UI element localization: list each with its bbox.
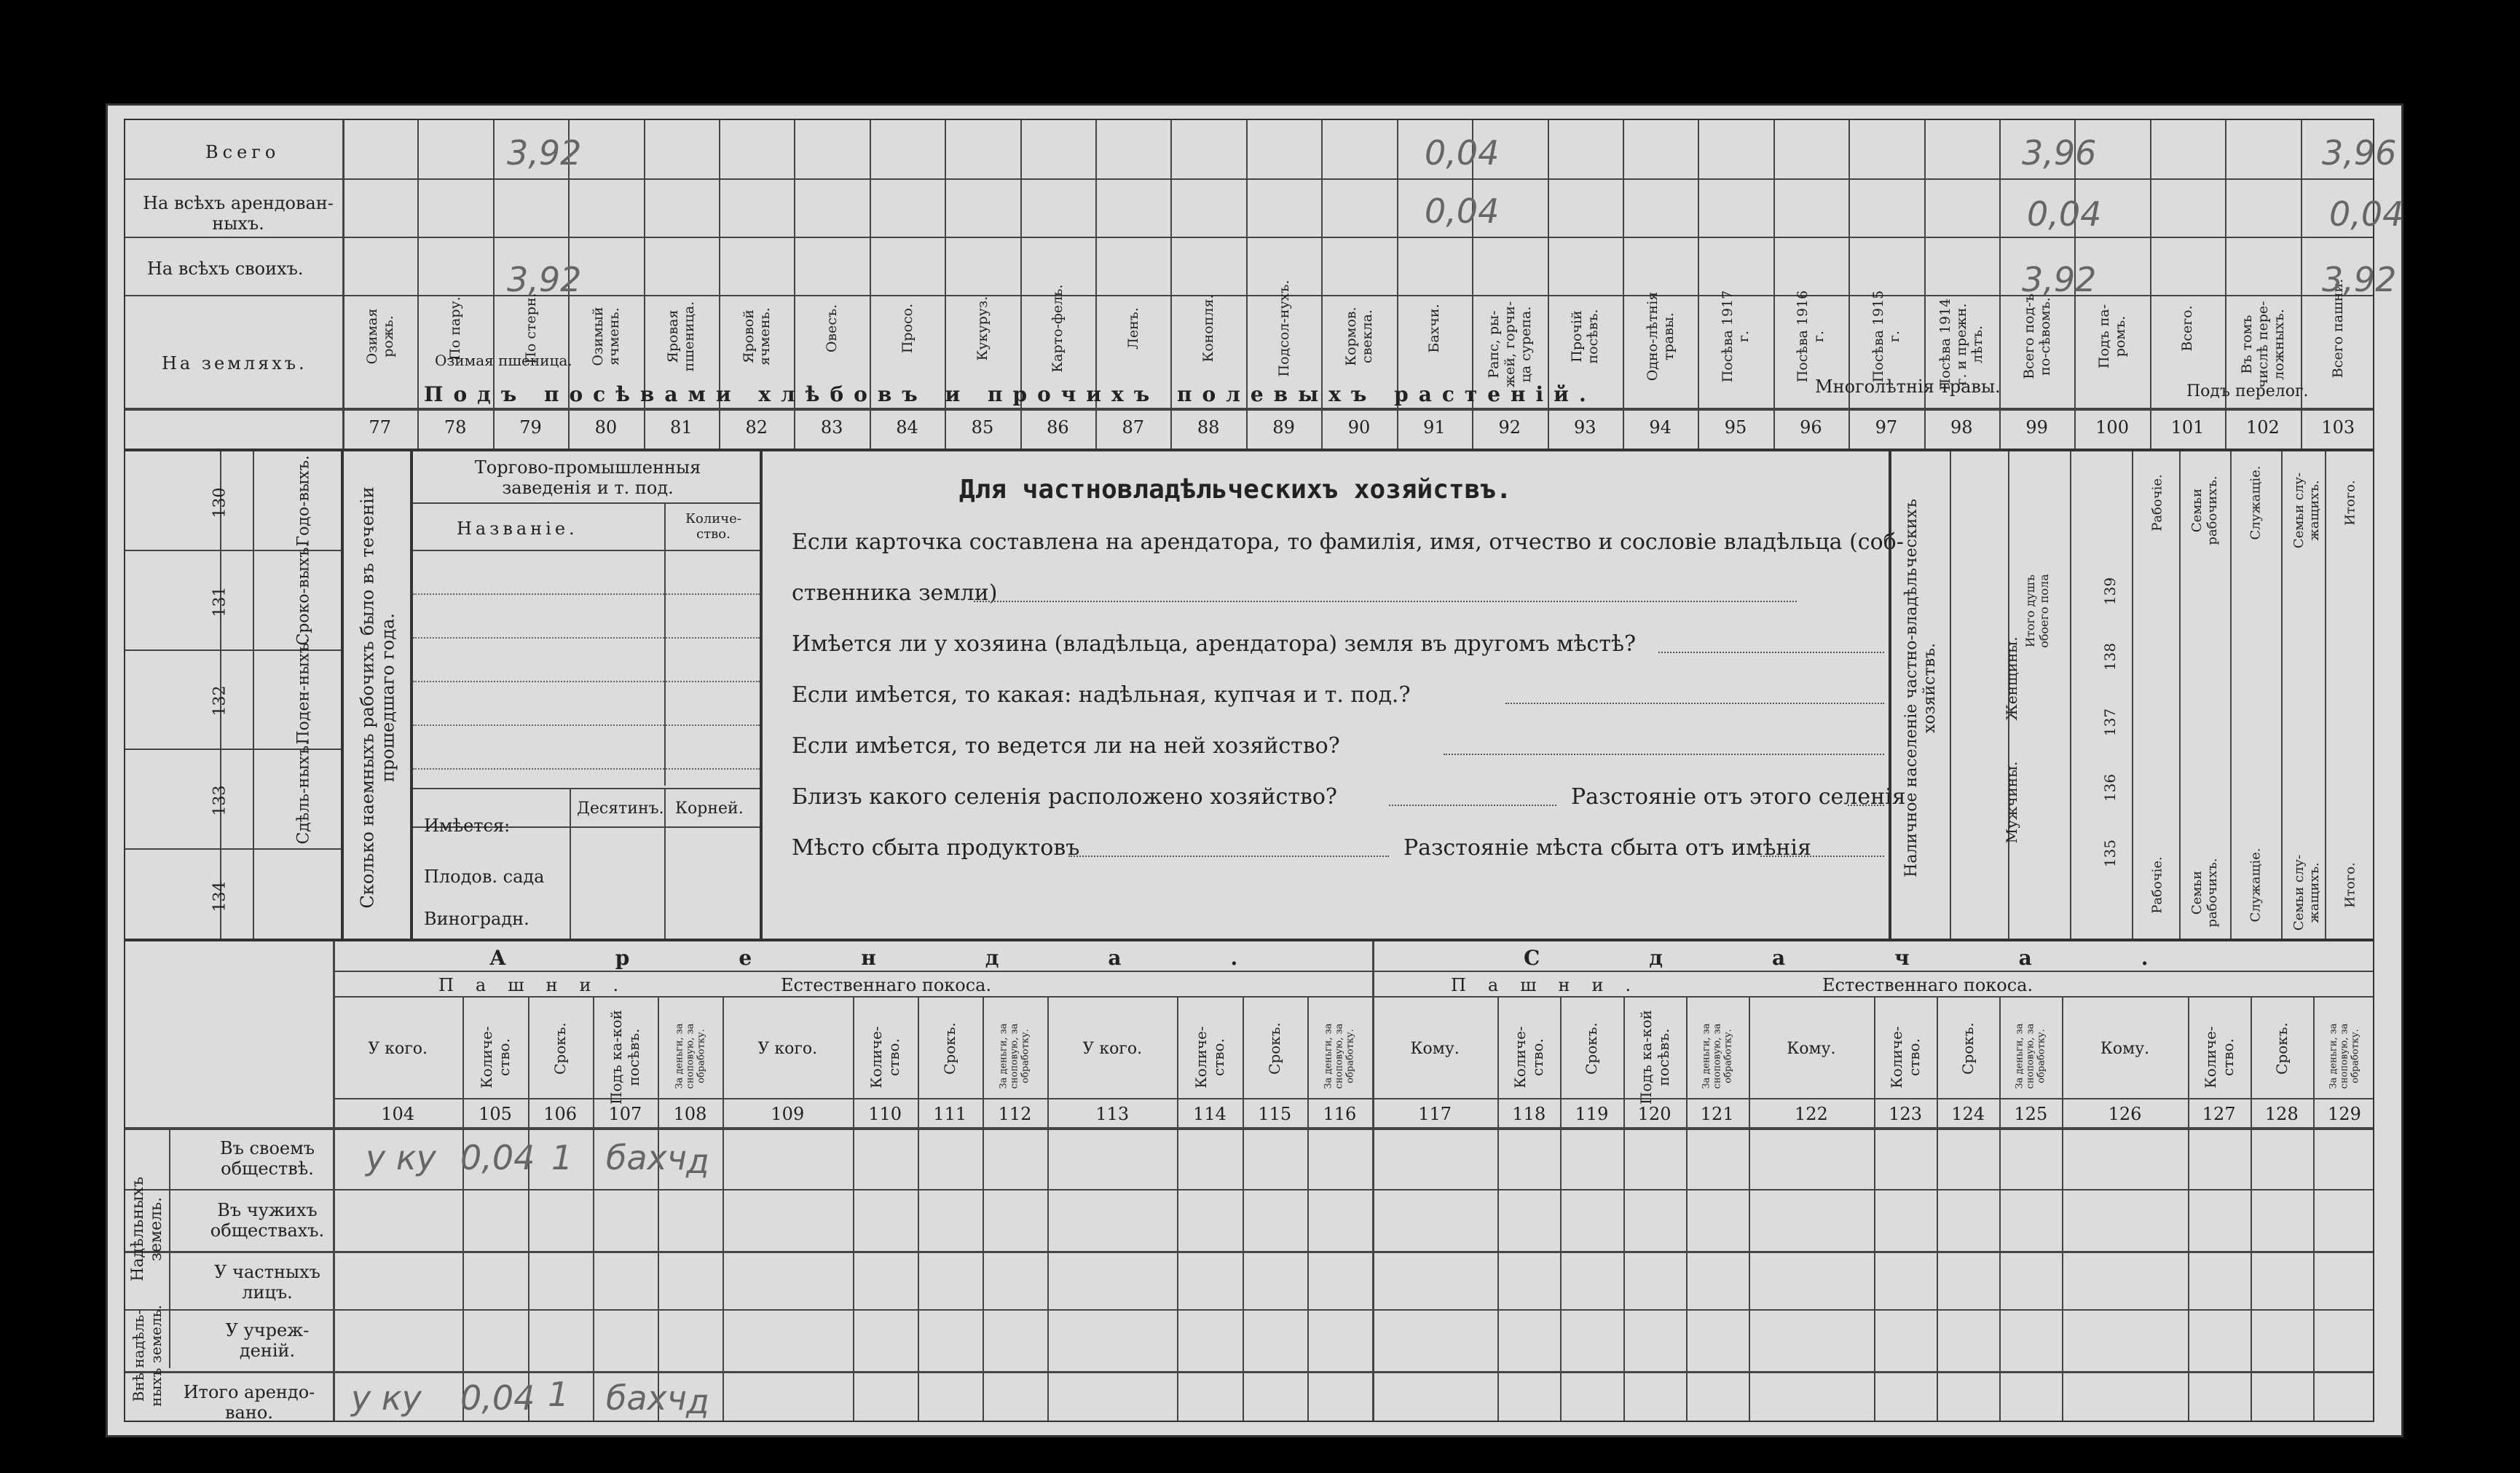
lease-col-number: 121 (1700, 1104, 1734, 1124)
q1a: Если карточка составлена на арендатора, то фамилiя, имя, отчество и сословiе владѣльца (соб- (792, 529, 1904, 555)
hw-vsego-79: 3,92 (507, 133, 582, 173)
row-label-vsego: Всего (205, 142, 280, 162)
hired-col-label: Сроко-выхъ. (294, 542, 313, 645)
lease-col-header: Срокъ. (1266, 1022, 1284, 1075)
top-col-number: 101 (2170, 417, 2205, 438)
form-title: Для частновладѣльческихъ хозяйствъ. (959, 475, 1512, 505)
top-col-number: 95 (1724, 417, 1747, 438)
population-col-label: Итого. (2342, 480, 2358, 526)
top-col-number: 96 (1800, 417, 1822, 438)
arenda-pashni: Пашни. (438, 975, 641, 995)
hw-tot-pay: д (686, 1382, 709, 1421)
population-col-number: 137 (2101, 708, 2119, 737)
top-col-number: 99 (2025, 417, 2048, 438)
lease-col-header: Количе-ство. (477, 1026, 513, 1089)
hired-workers-block (124, 450, 342, 940)
top-col-header: Въ томъ числѣ пере-ложныхъ. (2238, 301, 2287, 388)
top-col-number: 86 (1047, 417, 1069, 438)
lease-col-header: Срокъ. (941, 1022, 959, 1075)
top-col-header: Одно-лѣтнiя травы. (1644, 291, 1677, 382)
hw-vsego-103: 3,96 (2322, 133, 2397, 173)
lease-col-header: За деньги, за сноповую, за обработку. (1701, 1023, 1734, 1089)
q5a: Близъ какого селенiя расположено хозяйство? (792, 784, 1337, 810)
lease-col-header: У кого. (1082, 1040, 1143, 1058)
top-col-number: 93 (1573, 417, 1596, 438)
population-col-number: 138 (2101, 642, 2119, 671)
row-label-arend: На всѣхъ арендован-ныхъ. (143, 193, 334, 234)
hw-tot-qty: 0,04 (460, 1378, 535, 1418)
q6a: Мѣсто сбыта продуктовъ (792, 835, 1080, 861)
lease-col-number: 105 (479, 1104, 512, 1124)
top-col-header: Яровая пшеница. (665, 301, 698, 372)
population-col-number: 136 (2101, 773, 2119, 802)
population-col-label: Итого. (2342, 862, 2358, 908)
hw-vsego-99: 3,96 (2022, 133, 2097, 173)
q3: Если имѣется, то какая: надѣльная, купчая и т. под.? (792, 682, 1411, 708)
lease-col-number: 122 (1794, 1104, 1828, 1124)
top-col-number: 87 (1122, 417, 1145, 438)
top-col-header: Карто-фель. (1050, 284, 1066, 373)
top-col-number: 77 (369, 417, 391, 438)
lease-col-number: 120 (1637, 1104, 1672, 1124)
trade-name-header: Названiе. (457, 518, 578, 539)
top-col-header: Озимая рожь. (363, 308, 396, 365)
lease-col-header: За деньги, за сноповую, за обработку. (2014, 1023, 2047, 1089)
hw-r1-srok: 1 (551, 1138, 573, 1177)
q1b: ственника земли) (792, 580, 998, 606)
lease-col-number: 106 (543, 1104, 578, 1124)
top-col-header: Всего под-ъ по-сѣвомъ. (2020, 293, 2053, 379)
lease-col-header: Срокъ. (1959, 1022, 1977, 1075)
top-col-header: По стерн. (522, 293, 539, 364)
row-institutions: У учреж-денiй. (225, 1320, 310, 1361)
lease-col-number: 126 (2108, 1104, 2142, 1124)
lease-col-number: 123 (1889, 1104, 1922, 1124)
top-col-number: 91 (1423, 417, 1446, 438)
lease-col-number: 104 (381, 1104, 415, 1124)
top-col-number: 78 (444, 417, 467, 438)
group-perelog: Подъ перелог. (2186, 382, 2309, 400)
arenda-header: Аренда. (489, 946, 1347, 970)
population-col-label: Рабочiе. (2149, 856, 2165, 914)
group-ozimaya: Озимая пшеница. (435, 352, 572, 369)
lease-col-header: Подъ ка-кой посѣвъ. (607, 1010, 643, 1105)
row-other: Въ чужихъ обществахъ. (210, 1200, 325, 1241)
top-col-header: Всего. (2179, 305, 2196, 352)
garden-label: Плодов. сада (424, 866, 545, 887)
hw-arend-91: 0,04 (1425, 191, 1500, 231)
top-col-header: Кукуруз. (974, 296, 991, 361)
top-col-header: Бахчи. (1426, 304, 1443, 353)
itogo-dushi: Итого душъ обоего пола (2023, 574, 2051, 648)
population-col-label: Семьи рабочихъ. (2189, 475, 2220, 545)
hw-r1-who: у ку (366, 1138, 436, 1177)
lease-col-number: 112 (998, 1104, 1032, 1124)
top-col-number: 89 (1272, 417, 1295, 438)
hw-svoi-103: 3,92 (2322, 260, 2397, 299)
vertical-hired-title (342, 450, 412, 940)
lease-col-number: 128 (2264, 1104, 2299, 1124)
hw-r1-posev: бахч (606, 1138, 687, 1177)
lease-col-header: Кому. (2100, 1040, 2150, 1058)
hired-vertical-title: Сколько наемныхъ рабочихъ было въ теченiи прошедшаго года. (357, 486, 398, 909)
top-col-header: Яровой ячмень. (740, 307, 773, 366)
population-col-number: 139 (2101, 577, 2119, 606)
top-col-header: Посѣва 1917 г. (1720, 290, 1752, 383)
lease-col-header: У кого. (368, 1040, 428, 1058)
lease-col-number: 119 (1575, 1104, 1609, 1124)
lease-col-header: Кому. (1410, 1040, 1460, 1058)
hired-col-number: 134 (210, 881, 229, 912)
trade-title: Торгово-промышленныя заведенiя и т. под. (474, 457, 701, 498)
top-col-number: 85 (971, 417, 994, 438)
lease-col-number: 125 (2014, 1104, 2048, 1124)
hw-arend-99: 0,04 (2027, 194, 2102, 234)
hw-tot-posev: бахч (606, 1378, 687, 1418)
lease-col-header: Кому. (1787, 1040, 1836, 1058)
sdacha-pokos: Естественнаго покоса. (1822, 975, 2033, 995)
lease-col-number: 113 (1095, 1104, 1130, 1124)
private-farm-form (761, 450, 1906, 940)
lease-col-header: Подъ ка-кой посѣвъ. (1637, 1010, 1672, 1105)
top-col-number: 81 (670, 417, 693, 438)
population-col-label: Семьи слу-жащихъ. (2291, 472, 2322, 549)
hw-r1-pay: д (686, 1142, 709, 1181)
top-col-header: Просо. (899, 303, 916, 354)
top-col-number: 94 (1649, 417, 1672, 438)
row-label-zemlyah: На земляхъ. (162, 353, 307, 374)
lease-col-number: 116 (1323, 1104, 1357, 1124)
hw-svoi-99: 3,92 (2022, 260, 2097, 299)
lease-col-header: За деньги, за сноповую, за обработку. (998, 1023, 1031, 1089)
top-col-header: Прочiй посѣвъ. (1569, 309, 1602, 364)
lease-col-header: У кого. (757, 1040, 818, 1058)
lease-col-number: 110 (868, 1104, 902, 1124)
lease-col-header: За деньги, за сноповую, за обработку. (1323, 1023, 1356, 1089)
lease-col-header: Количе-ство. (1888, 1026, 1924, 1089)
group-mnogoletnie: Многолѣтнiя травы. (1815, 376, 2001, 397)
top-col-number: 92 (1498, 417, 1521, 438)
lease-col-number: 111 (933, 1104, 967, 1124)
top-col-header: Озимый ячмень. (589, 307, 622, 366)
q4: Если имѣется, то ведется ли на ней хозяйство? (792, 733, 1340, 759)
lease-col-header: Срокъ. (1583, 1022, 1601, 1075)
q6b: Разстоянiе мѣста сбыта отъ имѣнiя (1403, 835, 1811, 861)
top-col-header: По пару. (447, 296, 464, 360)
population-col-label: Семьи слу-жащихъ. (2291, 854, 2322, 931)
hired-col-number: 130 (210, 487, 229, 518)
q2: Имѣется ли у хозяина (владѣльца, арендатора) земля въ другомъ мѣстѣ? (792, 631, 1637, 657)
hired-col-label: Поден-ныхъ. (294, 637, 313, 745)
lease-col-header: За деньги, за сноповую, за обработку. (2328, 1023, 2361, 1089)
trade-qty-header: Количе-ство. (685, 511, 741, 542)
top-col-number: 98 (1950, 417, 1973, 438)
lease-col-number: 117 (1418, 1104, 1452, 1124)
hired-col-label: Сдѣль-ныхъ. (294, 740, 313, 844)
top-col-number: 97 (1875, 417, 1898, 438)
men-label: Мужчины. (2003, 761, 2020, 844)
lease-col-number: 115 (1258, 1104, 1292, 1124)
census-card (106, 103, 2403, 1437)
population-vertical-title: Наличное населенiе частно-владѣльческихъ хозяйствъ. (1902, 499, 1939, 877)
row-label-svoi: На всѣхъ своихъ. (147, 258, 304, 279)
top-col-header: Посѣва 1916 г. (1795, 290, 1827, 383)
sdacha-header: Сдача. (1524, 946, 2258, 970)
lease-col-number: 124 (1951, 1104, 1985, 1124)
korney-header: Корней. (675, 799, 744, 818)
top-col-header: Ленъ. (1125, 307, 1141, 350)
population-block (1890, 450, 2374, 940)
top-col-number: 83 (820, 417, 843, 438)
arenda-pokos: Естественнаго покоса. (781, 975, 992, 995)
top-col-header: Подсол-нухъ. (1275, 280, 1292, 377)
group-nadel: Надѣльныхъ земель. (129, 1177, 165, 1282)
hired-col-number: 131 (210, 586, 229, 617)
lease-col-number: 107 (608, 1104, 642, 1124)
lease-col-number: 127 (2202, 1104, 2236, 1124)
top-col-number: 80 (594, 417, 618, 438)
top-col-number: 90 (1347, 417, 1371, 438)
lease-col-header: Срокъ. (2272, 1022, 2291, 1075)
top-col-number: 82 (745, 417, 768, 438)
lease-col-header: За деньги, за сноповую, за обработку. (674, 1023, 707, 1089)
top-col-header: Посѣва 1914 г. и прежн. лѣтъ. (1937, 298, 1986, 391)
lease-col-header: Срокъ. (551, 1022, 570, 1075)
hw-tot-who: у ку (351, 1378, 422, 1418)
hired-col-label: Годо-выхъ. (294, 454, 313, 546)
hired-col-number: 132 (210, 685, 229, 716)
has-label: Имѣется: (424, 816, 511, 836)
lease-col-header: Количе-ство. (2201, 1026, 2237, 1089)
hw-svoi-79: 3,92 (507, 260, 582, 299)
top-col-number: 102 (2245, 417, 2280, 438)
sdacha-pashni: Пашни. (1451, 975, 1653, 995)
group-vne: Внѣ надѣль-ныхъ земель. (130, 1305, 165, 1407)
row-own: Въ своемъ обществѣ. (219, 1138, 315, 1179)
top-col-number: 88 (1197, 417, 1220, 438)
hw-tot-srok: 1 (548, 1375, 570, 1414)
top-col-number: 84 (896, 417, 918, 438)
trade-block (412, 450, 761, 940)
top-col-header: Посѣва 1915 г. (1870, 290, 1902, 383)
hw-arend-103: 0,04 (2329, 194, 2404, 234)
top-col-header: Овесъ. (824, 304, 840, 353)
top-col-number: 79 (519, 417, 542, 438)
top-col-number: 103 (2321, 417, 2355, 438)
lease-col-number: 109 (771, 1104, 805, 1124)
row-total: Итого арендо-вано. (183, 1382, 315, 1423)
population-col-label: Служащiе. (2248, 465, 2264, 540)
top-col-number: 100 (2095, 417, 2129, 438)
q5b: Разстоянiе отъ этого селенiя (1571, 784, 1906, 810)
top-col-header: Конопля. (1200, 294, 1217, 363)
lease-col-number: 108 (673, 1104, 707, 1124)
lease-col-header: Количе-ство. (1511, 1026, 1547, 1089)
desyatin-header: Десятинъ. (577, 799, 664, 818)
women-label: Женщины. (2003, 636, 2020, 721)
hw-vsego-91: 0,04 (1425, 133, 1500, 173)
lease-table (124, 940, 2374, 1422)
hw-r1-qty: 0,04 (460, 1138, 535, 1177)
top-banner: Подъ посѣвами хлѣбовъ и прочихъ полевыхъ растенiй. (424, 382, 1596, 406)
top-col-header: Кормов. свекла. (1343, 307, 1375, 366)
top-col-header: Рапс, ры-жей, горчи-ца сурепа. (1485, 301, 1534, 388)
hired-col-number: 133 (210, 785, 229, 816)
row-private: У частныхъ лицъ. (214, 1262, 320, 1303)
lease-col-number: 129 (2328, 1104, 2361, 1124)
population-col-label: Рабочiе. (2149, 474, 2165, 532)
population-col-number: 135 (2101, 839, 2119, 868)
vineyard-label: Виноградн. (424, 909, 529, 929)
population-col-label: Семьи рабочихъ. (2189, 858, 2220, 928)
lease-col-header: Количе-ство. (867, 1026, 903, 1089)
lease-col-number: 114 (1193, 1104, 1226, 1124)
lease-col-number: 118 (1512, 1104, 1546, 1124)
lease-col-header: Количе-ство. (1192, 1026, 1228, 1089)
top-col-header: Подъ па-ромъ. (2096, 304, 2129, 369)
population-col-label: Служащiе. (2248, 848, 2264, 923)
top-col-header: Всего пашни. (2330, 278, 2347, 379)
